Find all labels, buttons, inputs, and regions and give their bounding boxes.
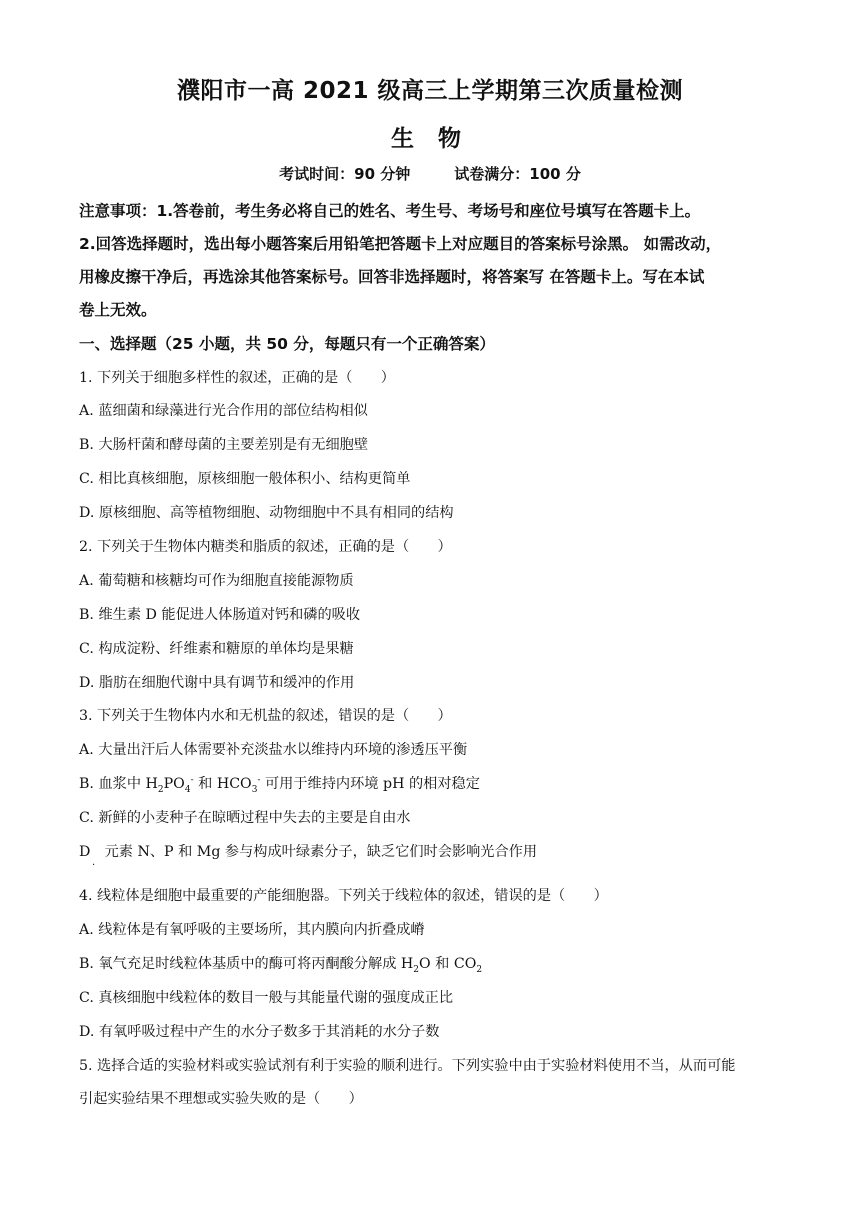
question-3-stem: 3. 下列关于生物体内水和无机盐的叙述，错误的是（ ）: [79, 708, 452, 724]
notice-line-4: 卷上无效。: [79, 301, 157, 319]
question-4-option-a: A. 线粒体是有氧呼吸的主要场所，其内膜向内折叠成嵴: [79, 922, 425, 938]
question-1-option-c: C. 相比真核细胞，原核细胞一般体积小、结构更简单: [79, 471, 411, 487]
notice-line-2: 2.回答选择题时，选出每小题答案后用铅笔把答题卡上对应题目的答案标号涂黑。 如需改动，: [79, 235, 722, 253]
subject-title: 生 物: [390, 126, 469, 152]
exam-meta: [0, 163, 860, 184]
question-1-option-b: B. 大肠杆菌和酵母菌的主要差别是有无细胞壁: [79, 437, 369, 453]
question-1-stem: 1. 下列关于细胞多样性的叙述，正确的是（ ）: [79, 370, 395, 386]
question-2-option-d: D. 脂肪在细胞代谢中具有调节和缓冲的作用: [79, 675, 355, 691]
notice-line-1: 注意事项：1.答卷前，考生务必将自己的姓名、考生号、考场号和座位号填写在答题卡上。: [79, 202, 701, 220]
question-1-option-a: A. 蓝细菌和绿藻进行光合作用的部位结构相似: [79, 403, 368, 419]
question-2-option-a: A. 葡萄糖和核糖均可作为细胞直接能源物质: [79, 573, 354, 589]
exam-time: 考试时间：90 分钟: [279, 165, 411, 183]
exam-title: 濮阳市一高 2021 级高三上学期第三次质量检测: [176, 78, 684, 104]
stray-dot: ·: [92, 860, 96, 871]
section-title: 一、选择题（25 小题，共 50 分，每题只有一个正确答案）: [79, 335, 495, 353]
question-4-option-b: B. 氧气充足时线粒体基质中的酶可将丙酮酸分解成 $H_2O$ 和 $CO_2$: [79, 956, 483, 975]
question-3-option-a: A. 大量出汗后人体需要补充淡盐水以维持内环境的渗透压平衡: [79, 742, 468, 758]
question-3-option-d: D 元素 N、P 和 Mg 参与构成叶绿素分子，缺乏它们时会影响光合作用: [79, 844, 538, 860]
question-2-stem: 2. 下列关于生物体内糖类和脂质的叙述，正确的是（ ）: [79, 539, 452, 555]
question-3-option-b: B. 血浆中 $H_2PO_4^-$ 和 $HCO_3^-$ 可用于维持内环境 pH 的相对稳定: [79, 775, 480, 795]
notice-line-3: 用橡皮擦干净后，再选涂其他答案标号。回答非选择题时，将答案写 在答题卡上。写在本试: [79, 268, 705, 286]
question-5-stem-cont: 引起实验结果不理想或实验失败的是（ ）: [79, 1091, 363, 1107]
full-score: 试卷满分：100 分: [454, 165, 581, 183]
question-2-option-c: C. 构成淀粉、纤维素和糖原的单体均是果糖: [79, 641, 354, 657]
question-1-option-d: D. 原核细胞、高等植物细胞、动物细胞中不具有相同的结构: [79, 505, 454, 521]
question-4-option-c: C. 真核细胞中线粒体的数目一般与其能量代谢的强度成正比: [79, 990, 454, 1006]
question-2-option-b: B. 维生素 D 能促进人体肠道对钙和磷的吸收: [79, 607, 361, 623]
question-4-stem: 4. 线粒体是细胞中最重要的产能细胞器。下列关于线粒体的叙述，错误的是（ ）: [79, 888, 608, 904]
question-3-option-c: C. 新鲜的小麦种子在晾晒过程中失去的主要是自由水: [79, 810, 411, 826]
question-5-stem: 5. 选择合适的实验材料或实验试剂有利于实验的顺利进行。下列实验中由于实验材料使用不当，从而可能: [79, 1058, 736, 1074]
question-4-option-d: D. 有氧呼吸过程中产生的水分子数多于其消耗的水分子数: [79, 1024, 440, 1040]
